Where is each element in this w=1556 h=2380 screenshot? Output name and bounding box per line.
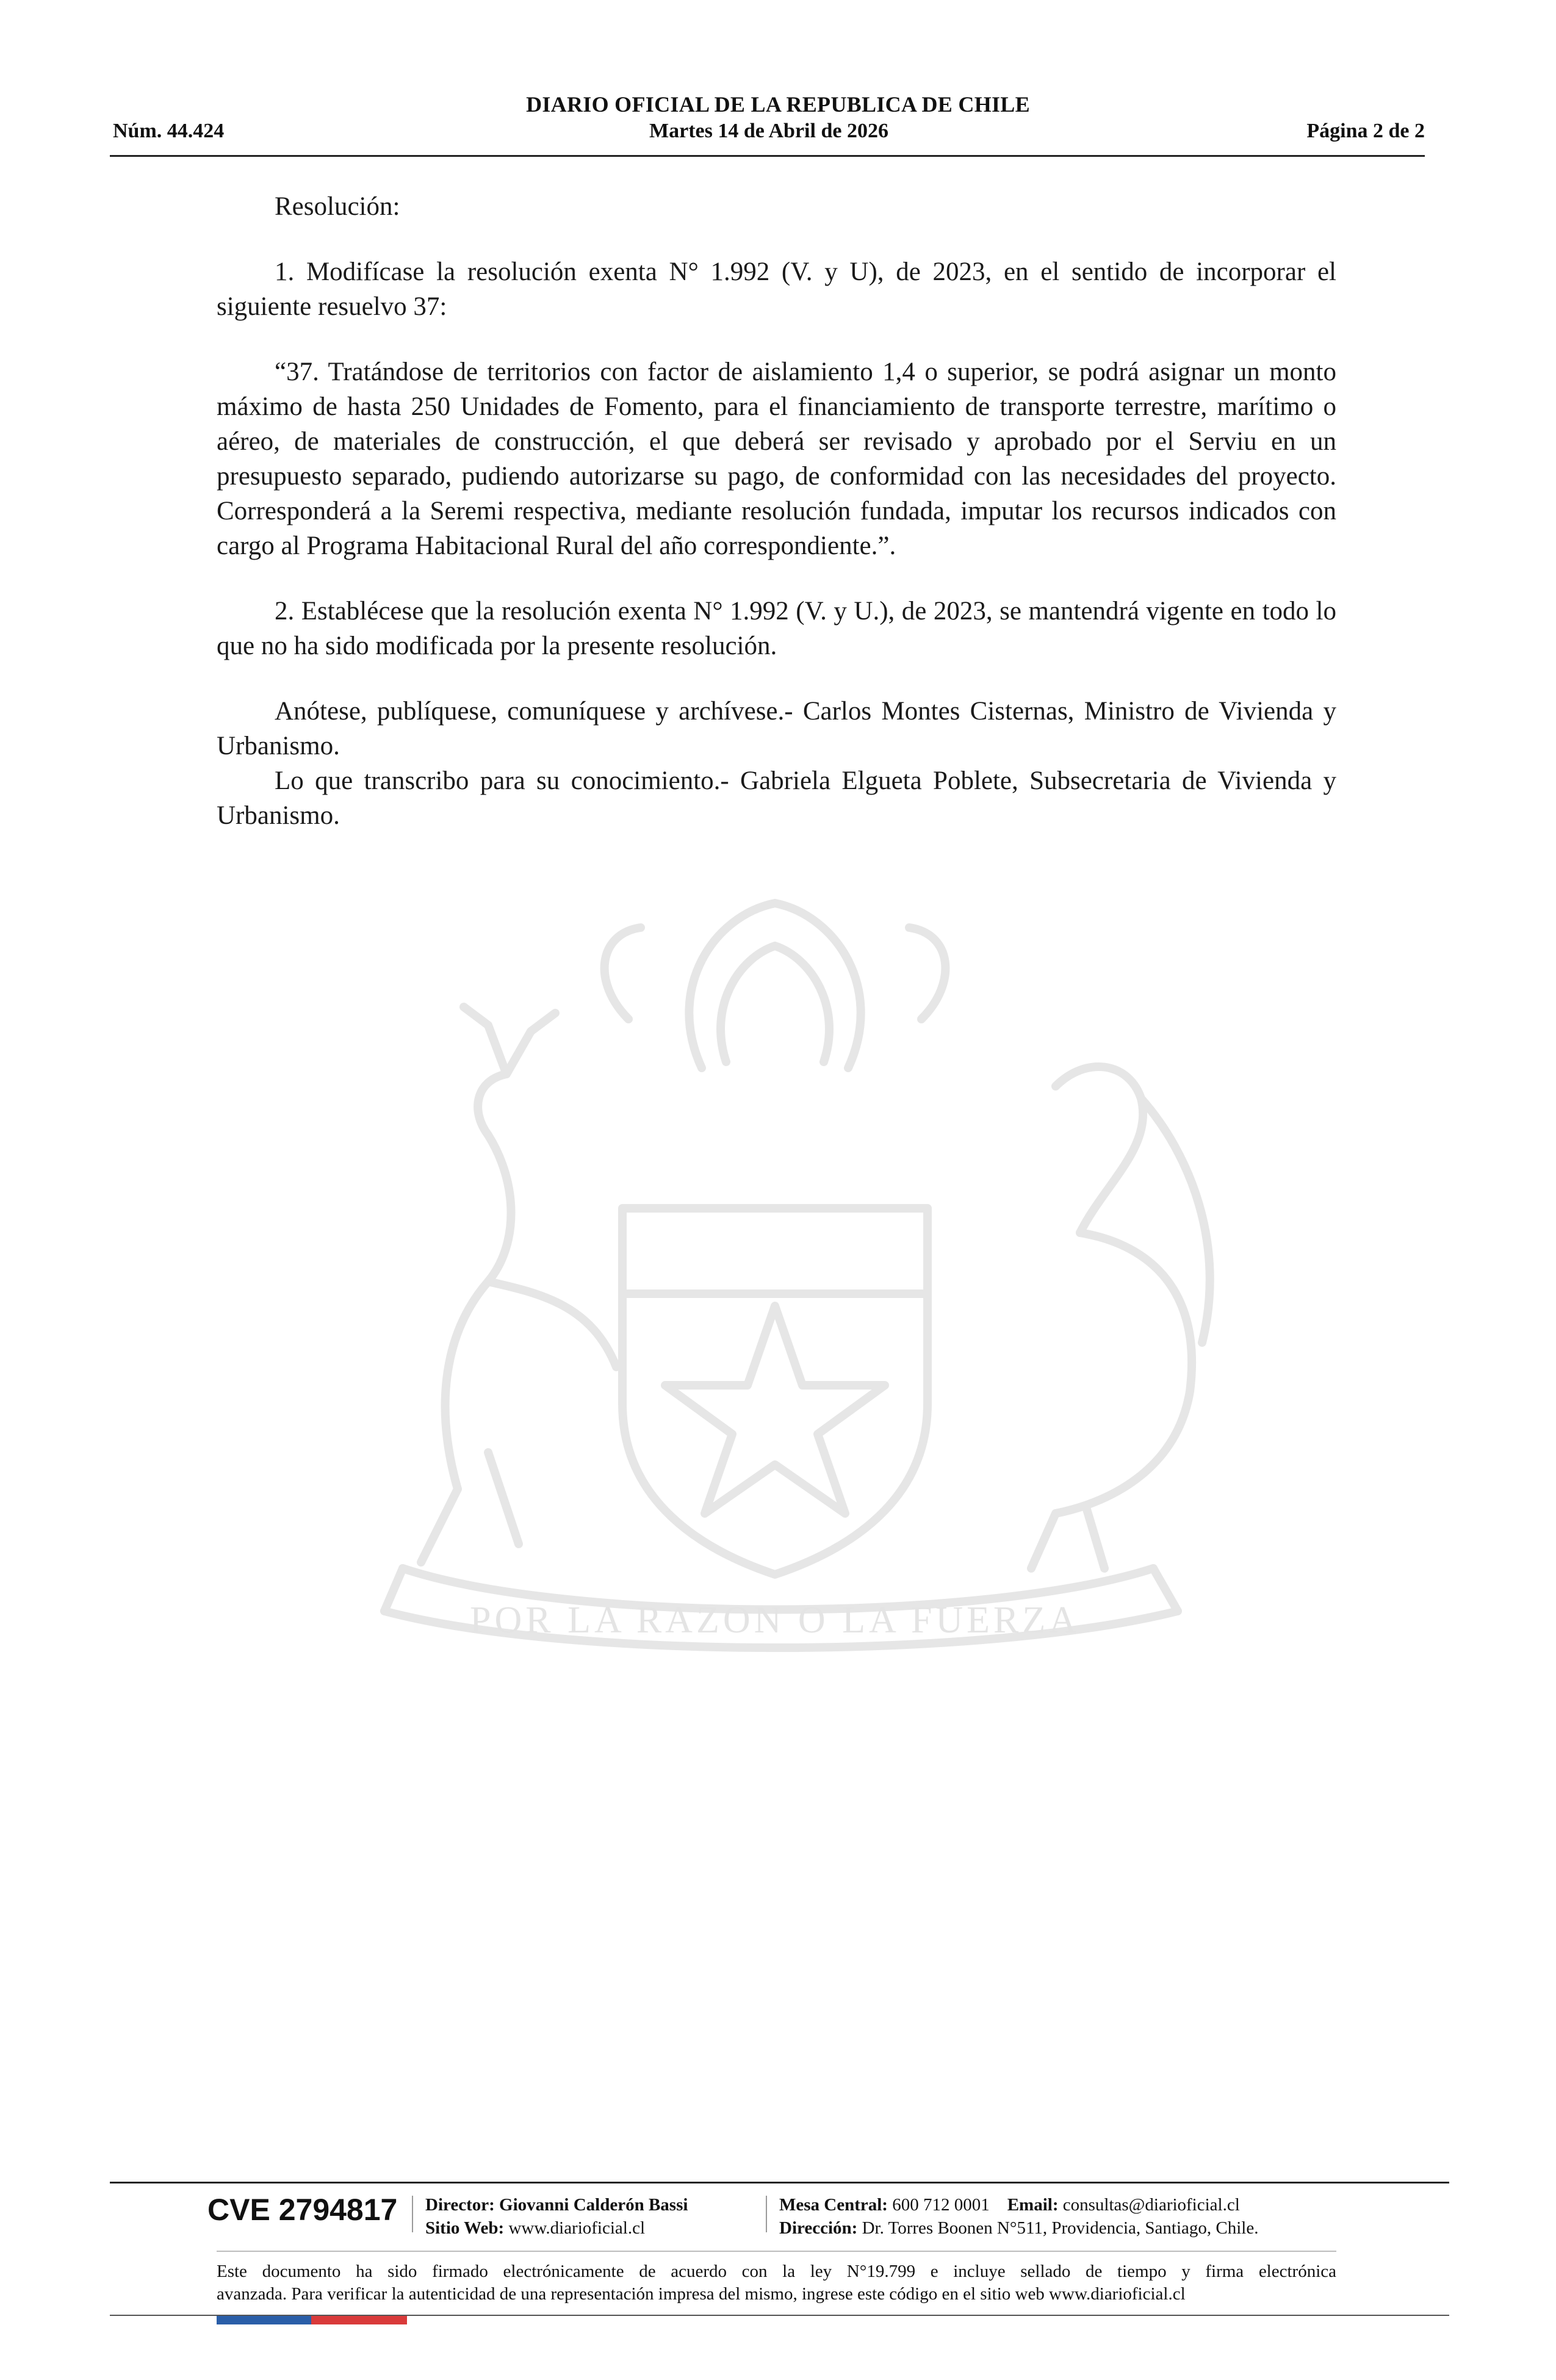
coat-of-arms-icon <box>201 867 1349 1678</box>
footer-director-block <box>425 2193 688 2240</box>
footer-legal-notice <box>217 2260 1336 2306</box>
newspaper-title: DIARIO OFICIAL DE LA REPUBLICA DE CHILE <box>526 92 1030 117</box>
paragraph-2: 2. Establécese que la resolución exenta N° 1.992 (V. y U.), de 2023, se mantendrá vigente en todo lo que no ha sido modificada por la presente resolución. <box>217 597 1336 660</box>
document-body <box>217 189 1336 833</box>
address: Dr. Torres Boonen N°511, Providencia, Santiago, Chile. <box>862 2218 1259 2238</box>
watermark-motto: POR LA RAZON O LA FUERZA <box>469 1599 1081 1641</box>
footer-divider-mid <box>217 2251 1336 2252</box>
flag-stripe-blue <box>217 2316 311 2324</box>
paragraph-1: 1. Modifícase la resolución exenta N° 1.992 (V. y U), de 2023, en el sentido de incorporar el siguiente resuelvo 37: <box>217 258 1336 321</box>
legal-line-1: Este documento ha sido firmado electrónicamente de acuerdo con la ley N°19.799 e incluye sellado de tiempo y firma electrónica <box>217 2262 1336 2281</box>
footer-separator <box>412 2196 413 2232</box>
director-label: Director: <box>425 2195 495 2215</box>
cve-code: CVE 2794817 <box>207 2193 398 2227</box>
direccion-label: Dirección: <box>779 2218 858 2238</box>
issue-number: Núm. 44.424 <box>113 120 225 142</box>
paragraph-37: “37. Tratándose de territorios con factor de aislamiento 1,4 o superior, se podrá asignar un monto máximo de hasta 250 Unidades de Fomento, para el financiamiento de transporte terrestre, marítimo o aéreo, de materiales de construcción, el que deberá ser revisado y aprobado por el Serviu en un presupuesto separado, pudiendo autorizarse su pago, de conformidad con las necesidades del proyecto. Corresponderá a la Seremi respectiva, mediante resolución fundada, imputar los recursos indicados con cargo al Programa Habitacional Rural del año correspondiente.”. <box>217 358 1336 560</box>
page-indicator: Página 2 de 2 <box>1306 120 1425 142</box>
header-divider <box>110 155 1425 157</box>
mesa-label: Mesa Central: <box>779 2195 888 2215</box>
web-link[interactable]: www.diarioficial.cl <box>508 2218 646 2238</box>
web-label: Sitio Web: <box>425 2218 505 2238</box>
paragraph-resolucion: Resolución: <box>275 192 400 221</box>
footer-separator <box>766 2196 767 2232</box>
paragraph-signature-minister: Anótese, publíquese, comuníquese y archívese.- Carlos Montes Cisternas, Ministro de Vivienda y Urbanismo. <box>217 697 1336 760</box>
mesa-phone: 600 712 0001 <box>892 2195 990 2215</box>
footer-contact-block <box>779 2193 1258 2240</box>
issue-date: Martes 14 de Abril de 2026 <box>649 120 888 142</box>
flag-stripe-red <box>311 2316 407 2324</box>
footer-divider-top <box>110 2182 1449 2183</box>
email-label: Email: <box>1007 2195 1059 2215</box>
paragraph-signature-subsecretary: Lo que transcribo para su conocimiento.- Gabriela Elgueta Poblete, Subsecretaria de Vivienda y Urbanismo. <box>217 766 1336 830</box>
email-link[interactable]: consultas@diarioficial.cl <box>1062 2195 1240 2215</box>
header-row <box>113 120 1425 148</box>
legal-line-2: avanzada. Para verificar la autenticidad de una representación impresa del mismo, ingrese este código en el sitio web www.diarioficial.cl <box>217 2284 1186 2304</box>
director-name: Giovanni Calderón Bassi <box>499 2195 688 2215</box>
